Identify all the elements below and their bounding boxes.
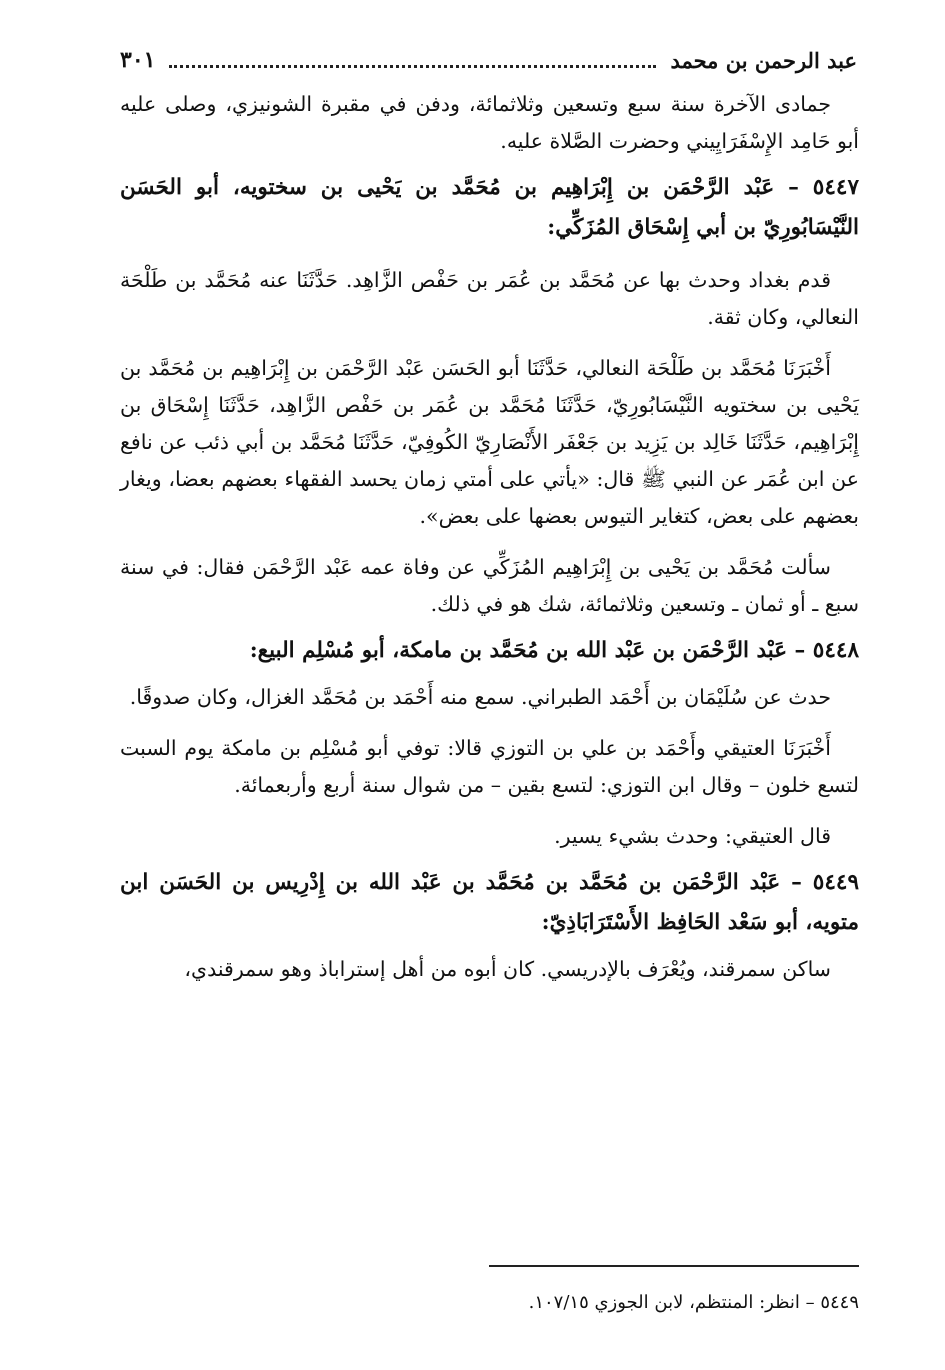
biography-heading-5449: ٥٤٤٩ – عَبْد الرَّحْمَن بن مُحَمَّد بن مُحَمَّد بن عَبْد الله بن إِدْرِيس بن الحَسَن ابن متويه، أبو سَعْد الحَافِظ الأَسْتَرَابَاذِيّ: [120, 870, 859, 935]
page-header [120, 40, 857, 80]
leader-dots [169, 65, 656, 68]
footnote-divider [489, 1265, 859, 1267]
paragraph-death-question: سألت مُحَمَّد بن يَحْيى بن إِبْرَاهِيم المُزَكِّي عن وفاة عمه عَبْد الرَّحْمَن فقال: في سنة سبع ـ أو ثمان ـ وتسعين وثلاثمائة، شك هو في ذلك. [120, 555, 859, 616]
paragraph-burial: جمادى الآخرة سنة سبع وتسعين وثلاثمائة، ودفن في مقبرة الشونيزي، وصلى عليه أبو حَامِد الإِسْفَرَايِيني وحضرت الصَّلاة عليه. [120, 92, 859, 153]
paragraph-death-5448: أَخْبَرَنَا العتيقي وأَحْمَد بن علي بن التوزي قالا: توفي أبو مُسْلِم بن مامكة يوم السبت لتسع خلون – وقال ابن التوزي: لتسع بقين – من شوال سنة أربع وأربعمائة. [120, 736, 859, 797]
running-title: عبد الرحمن بن محمد [670, 47, 857, 73]
paragraph-atiqi-note: قال العتيقي: وحدث بشيء يسير. [554, 824, 831, 848]
biography-heading-5447: ٥٤٤٧ – عَبْد الرَّحْمَن بن إِبْرَاهِيم بن مُحَمَّد بن يَحْيى بن سختويه، أبو الحَسَن النَّيْسَابُورِيّ بن أبي إِسْحَاق المُزَكِّي: [120, 175, 859, 240]
footnote: ٥٤٤٩ – انظر: المنتظم، لابن الجوزي ١٠٧/١٥. [528, 1292, 859, 1313]
paragraph-bio-5447: قدم بغداد وحدث بها عن مُحَمَّد بن عُمَر بن حَفْص الزَّاهِد. حَدَّثَنَا عنه مُحَمَّد بن طَلْحَة النعالي، وكان ثقة. [120, 268, 859, 329]
biography-heading-5448: ٥٤٤٨ – عَبْد الرَّحْمَن بن عَبْد الله بن مُحَمَّد بن مامكة، أبو مُسْلِم البيع: [249, 638, 859, 663]
page-body [120, 86, 859, 988]
page-number: ٣٠١ [120, 47, 156, 73]
paragraph-hadith-chain: أَخْبَرَنَا مُحَمَّد بن طَلْحَة النعالي، حَدَّثَنَا أبو الحَسَن عَبْد الرَّحْمَن بن إِبْرَاهِيم بن مُحَمَّد بن يَحْيى بن سختويه النَّيْسَابُورِيّ، حَدَّثَنَا مُحَمَّد بن عُمَر بن حَفْص الزَّاهِد، حَدَّثَنَا إِسْحَاق بن إِبْرَاهِيم، حَدَّثَنَا خَالِد بن يَزِيد بن جَعْفَر الأَنْصَارِيّ الكُوفِيّ، حَدَّثَنَا مُحَمَّد بن أبي ذئب عن نافع عن ابن عُمَر عن النبي ﷺ قال: «يأتي على أمتي زمان يحسد الفقهاء بعضهم بعضا، ويغار بعضهم على بعض، كتغاير التيوس بعضها على بعض». [120, 356, 859, 528]
paragraph-bio-5449: ساكن سمرقند، ويُعْرَف بالإدريسي. كان أبوه من أهل إستراباذ وهو سمرقندي، [184, 957, 831, 981]
paragraph-bio-5448: حدث عن سُلَيْمَان بن أَحْمَد الطبراني. سمع منه أَحْمَد بن مُحَمَّد الغزال، وكان صدوقًا. [129, 685, 831, 709]
